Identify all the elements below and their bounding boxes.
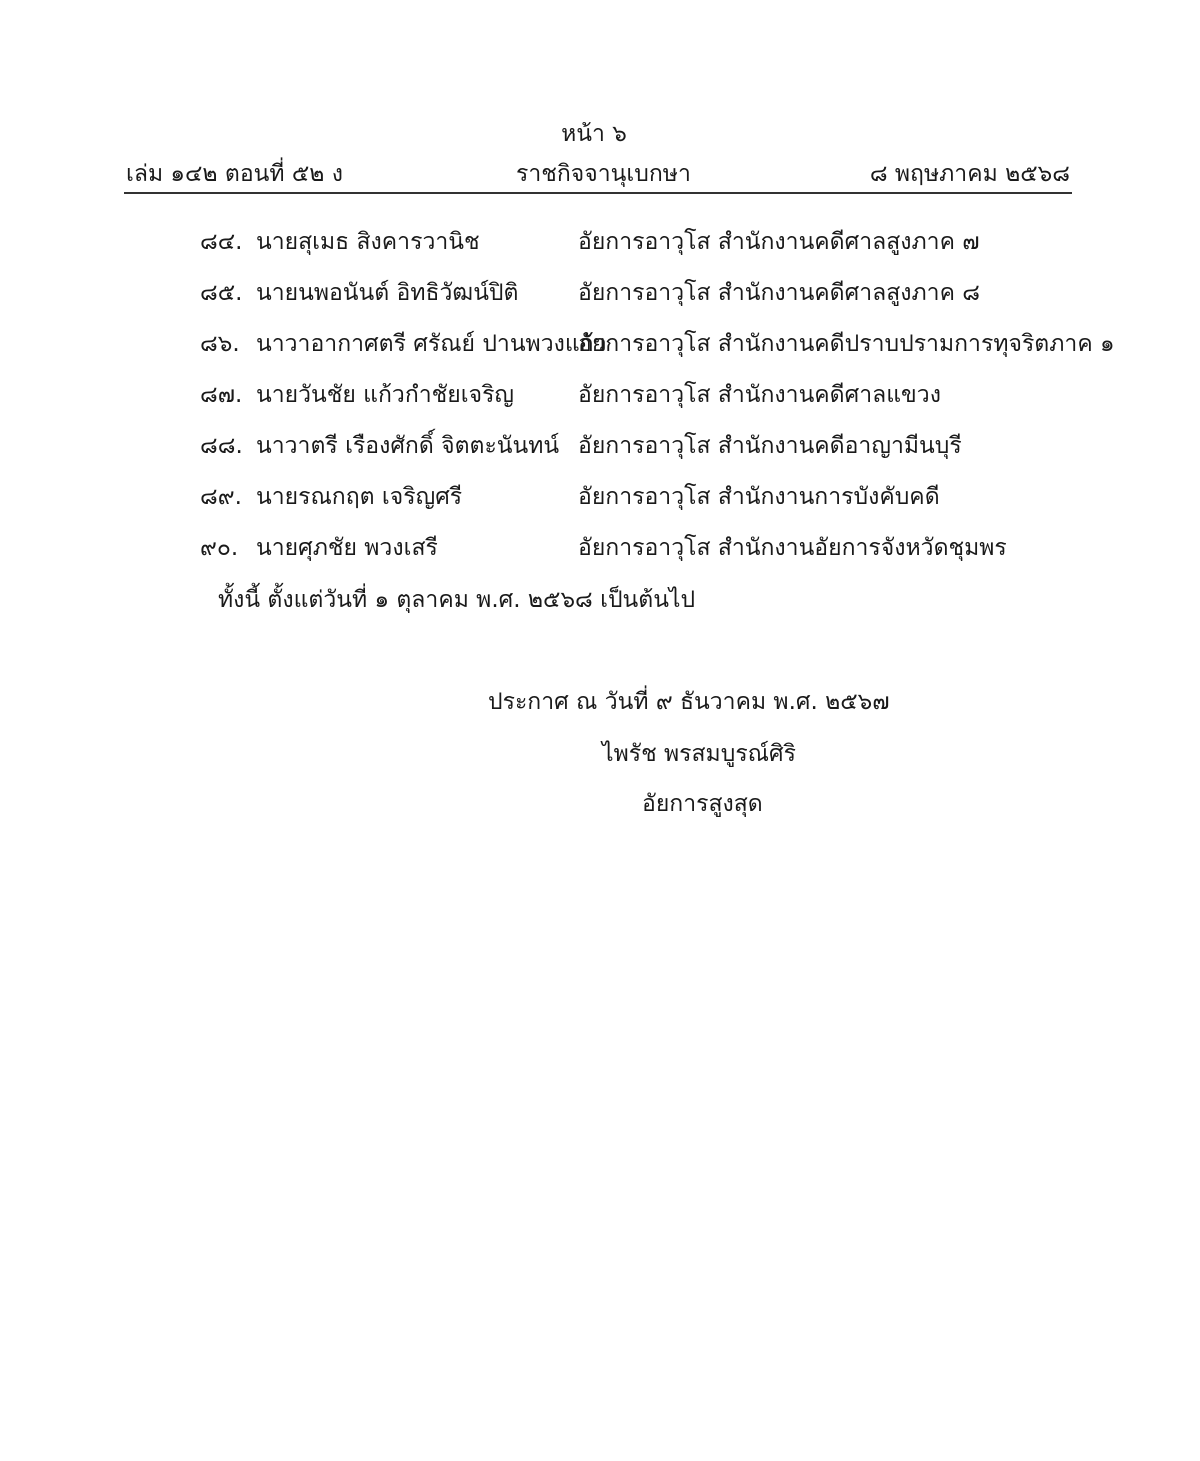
item-number: ๘๘. xyxy=(200,433,243,459)
person-name: นายนพอนันต์ อิทธิวัฒน์ปิติ xyxy=(256,280,519,306)
signatory-name: ไพรัช พรสมบูรณ์ศิริ xyxy=(602,741,796,767)
person-name: นายศุภชัย พวงเสรี xyxy=(256,535,438,561)
item-number: ๘๙. xyxy=(200,484,242,510)
effective-date-text: ทั้งนี้ ตั้งแต่วันที่ ๑ ตุลาคม พ.ศ. ๒๕๖๘ เป็นต้นไป xyxy=(218,587,696,613)
item-number: ๘๕. xyxy=(200,280,243,306)
header-divider xyxy=(124,192,1072,194)
person-position: อัยการอาวุโส สำนักงานการบังคับคดี xyxy=(578,484,940,510)
person-position: อัยการอาวุโส สำนักงานคดีศาลแขวง xyxy=(578,382,941,408)
person-name: นาวาอากาศตรี ศรัณย์ ปานพวงแก้ว xyxy=(256,331,607,357)
publication-name: ราชกิจจานุเบกษา xyxy=(516,161,691,187)
page-number: หน้า ๖ xyxy=(561,121,627,147)
item-number: ๘๗. xyxy=(200,382,243,408)
list-item xyxy=(0,275,1200,326)
list-item xyxy=(0,479,1200,530)
item-number: ๘๖. xyxy=(200,331,240,357)
person-name: นายรณกฤต เจริญศรี xyxy=(256,484,463,510)
publication-date: ๘ พฤษภาคม ๒๕๖๘ xyxy=(869,161,1070,187)
person-position: อัยการอาวุโส สำนักงานคดีปราบปรามการทุจริตภาค ๑ xyxy=(578,331,1115,357)
person-position: อัยการอาวุโส สำนักงานคดีศาลสูงภาค ๗ xyxy=(578,229,980,255)
list-item xyxy=(0,326,1200,377)
person-position: อัยการอาวุโส สำนักงานคดีศาลสูงภาค ๘ xyxy=(578,280,981,306)
volume-issue: เล่ม ๑๔๒ ตอนที่ ๕๒ ง xyxy=(126,161,343,187)
appointment-list xyxy=(0,224,1200,581)
person-name: นายสุเมธ สิงคารวานิช xyxy=(256,229,480,255)
person-position: อัยการอาวุโส สำนักงานคดีอาญามีนบุรี xyxy=(578,433,962,459)
signatory-title: อัยการสูงสุด xyxy=(642,791,763,817)
list-item xyxy=(0,428,1200,479)
list-item xyxy=(0,530,1200,581)
list-item xyxy=(0,377,1200,428)
person-name: นาวาตรี เรืองศักดิ์ จิตตะนันทน์ xyxy=(256,433,560,459)
item-number: ๘๔. xyxy=(200,229,243,255)
person-position: อัยการอาวุโส สำนักงานอัยการจังหวัดชุมพร xyxy=(578,535,1007,561)
announcement-date: ประกาศ ณ วันที่ ๙ ธันวาคม พ.ศ. ๒๕๖๗ xyxy=(488,689,890,715)
list-item xyxy=(0,224,1200,275)
gazette-header xyxy=(126,156,1070,190)
item-number: ๙๐. xyxy=(200,535,239,561)
person-name: นายวันชัย แก้วกำชัยเจริญ xyxy=(256,382,515,408)
